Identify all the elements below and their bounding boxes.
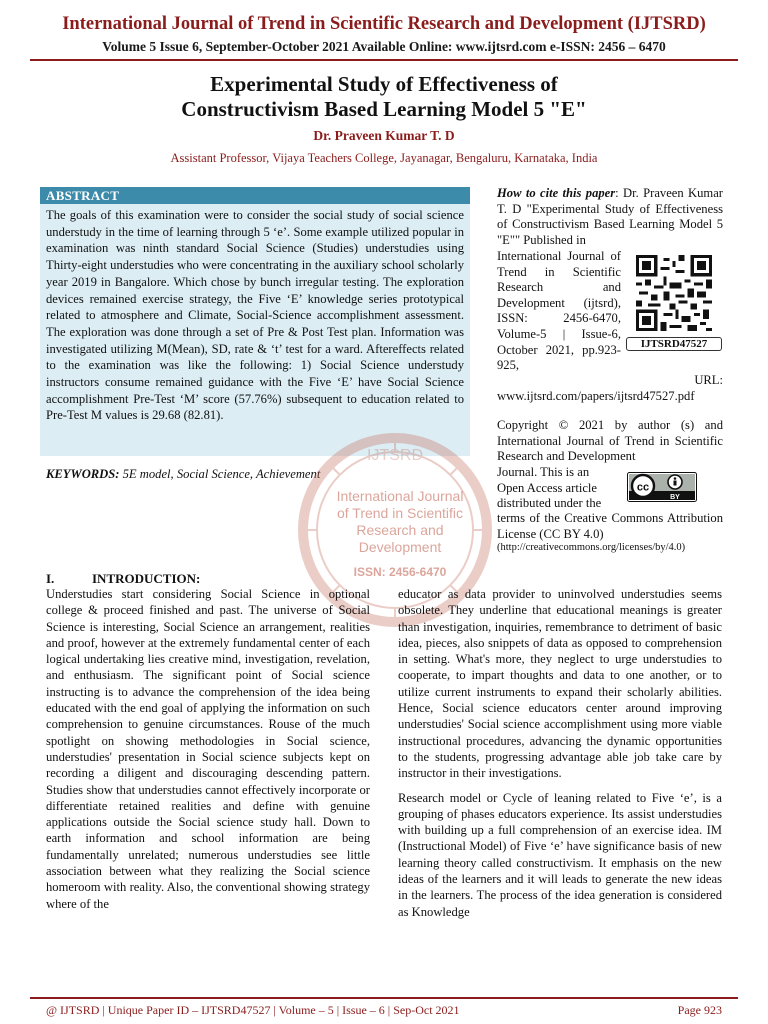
watermark-line-2: of Trend in Scientific — [336, 505, 464, 521]
abstract-text: The goals of this examination were to consider the social study of social science understudy in the time of learning through 5 ‘e’. Some example utilized popular in examination was ninth standard Social Science (Studies) understudies using Thirty-eight understudies who were concentrating in the auxiliary school scholarly year 2019 in Bangalore. Which chose by bunch irregular testing. The exploration devices remained exercise strategy, the Five ‘E’ knowledge series prototypical related to atmosphere and Climate, Social-Science accomplishment assessment. The exploration was done through a set of Pre & Post Test plan. Information was investigated utilizing M(Mean), SD, rate & ‘t’ test for a ward. Aftereffects related to the examination was like the following: 1) Social Science understudy instructors consume remained guidance with the Five ‘E’ have Social Science accomplishment Pre-Test ‘M’ score (57.76%) subsequent to education related to Pre-Test M values is 29.68 (82.81). — [40, 204, 470, 456]
citation-top — [497, 186, 723, 248]
paper-title-line-2: Constructivism Based Learning Model 5 "E" — [181, 97, 587, 121]
footer-rule — [30, 997, 738, 999]
journal-title: International Journal of Trend in Scientific Research and Development (IJTSRD) — [62, 14, 706, 34]
watermark-line-3: Research and — [356, 522, 444, 538]
intro-left-column: Understudies start considering Social Science in optional college & proceed finished and past. The universe of Social Science is interesting, Social Science an arrangement, realities and proof, however at the extremely fundamental center of each logical undertaking lies creative mind, investigation, revelation, and enthusiasm. The significant point of Social science instructing is to advance the comprehension of the idea being educated with the end goal of applying the information on such comprehension to genuine circumstances. Rouse of the much spotlight on showing methodologies in Social science, understudies' presentation in Social science subjects kept on recording a diligent and discouraging descending pattern. Studies show that understudies cannot effectively incorporate or differentiate retained realities and define with genuine applications outside the Social science study hall. Down to earth information and school information are being fundamentally unrelated; numerous understudies see little association between what they realizing the Social science homeroom with reality. Also, the conventional showing strategy where of the — [46, 587, 370, 911]
license-link[interactable]: (http://creativecommons.org/licenses/by/4.0) — [497, 542, 686, 553]
section-heading-introduction — [46, 571, 376, 587]
intro-paragraph-2: Research model or Cycle of leaning related to Five ‘e’, is a grouping of phases educators experience. Its assist understudies with building up a full comprehension of an exercise idea. IM (Instructional Model) of Five ‘e’ have significance basis of new learning theory called constructivism. It emphasis on the new ideas of the learners and it will leads to generate the new ideas in the learners. The process of the idea generation is considered as Knowledge — [398, 790, 722, 919]
citation-journal: International Journal of Trend in Scientific Research and Development (ijtsrd), ISSN: 2456-6470, Volume-5 | Issue-6, October 2021, pp.923-925, — [497, 249, 621, 373]
copyright-top: Copyright © 2021 by author (s) and International Journal of Trend in Scientific Research and Development — [497, 418, 723, 464]
creative-commons-by-icon — [627, 472, 697, 502]
footer-info: @ IJTSRD | Unique Paper ID – IJTSRD47527 | Volume – 5 | Issue – 6 | Sep-Oct 2021 — [46, 1003, 460, 1017]
watermark-text — [300, 488, 500, 581]
abstract-heading: ABSTRACT — [40, 187, 470, 204]
qr-block — [626, 255, 722, 355]
copyright-journal: Journal. This is an Open Access article distributed under the — [497, 465, 602, 511]
watermark-line-4: Development — [358, 539, 442, 555]
keywords — [46, 467, 466, 482]
author-affiliation: Assistant Professor, Vijaya Teachers College, Jayanagar, Bengaluru, Karnataka, India — [170, 151, 598, 165]
qr-code-icon — [636, 255, 712, 331]
author-name: Dr. Praveen Kumar T. D — [313, 128, 455, 143]
svg-text:cc: cc — [636, 481, 650, 494]
page-number: Page 923 — [677, 1003, 722, 1017]
section-title: INTRODUCTION: — [92, 571, 201, 586]
paper-title — [0, 72, 768, 122]
cc-badge-label: BY — [670, 494, 680, 501]
header-rule — [30, 59, 738, 61]
intro-right-column — [398, 586, 722, 920]
citation-url[interactable]: www.ijtsrd.com/papers/ijtsrd47527.pdf — [497, 388, 695, 403]
citation-url-line — [497, 373, 723, 404]
citation-url-label: URL: — [694, 373, 723, 387]
section-number: I. — [46, 571, 55, 586]
keywords-text: 5E model, Social Science, Achievement — [119, 467, 321, 481]
seal-ring-text: IJTSRD — [367, 447, 423, 464]
keywords-label: KEYWORDS: — [46, 467, 120, 481]
copyright-license: terms of the Creative Commons Attribution License (CC BY 4.0) — [497, 511, 723, 541]
paper-title-line-1: Experimental Study of Effectiveness of — [210, 72, 558, 96]
citation-label: How to cite this paper — [497, 186, 616, 200]
qr-paper-id: IJTSRD47527 — [626, 337, 722, 351]
watermark-line-1: International Journal — [336, 488, 464, 504]
citation-text: : Dr. Praveen Kumar T. D "Experimental Study of Effectiveness of Constructivism Based Learning Model 5 "E"" Published in — [497, 186, 724, 247]
intro-paragraph-1: educator as data provider to uninvolved understudies seems obsolete. They underline that educational meanings is greater than investigation, inquiries, remembrance to detriment of basic idea, pieces, also snippets of data as opposed to comprehension in setting. What's more, they neglect to urge understudies to cooperate, to impart thoughts and data to one another, or to utilize current instruments to expand their scholarly abilities. Hence, Social science educators center around improving understudies' Social science accomplishment using more viable instructional procedures, advancing the dynamic opportunities to the students, progressing advantage able job take care by instructor in their investigations. — [398, 587, 722, 781]
issue-line: Volume 5 Issue 6, September-October 2021 Available Online: www.ijtsrd.com e-ISSN: 2456 – 6470 — [102, 39, 666, 54]
page-footer — [46, 1003, 722, 1018]
watermark-issn: ISSN: 2456-6470 — [353, 565, 447, 579]
